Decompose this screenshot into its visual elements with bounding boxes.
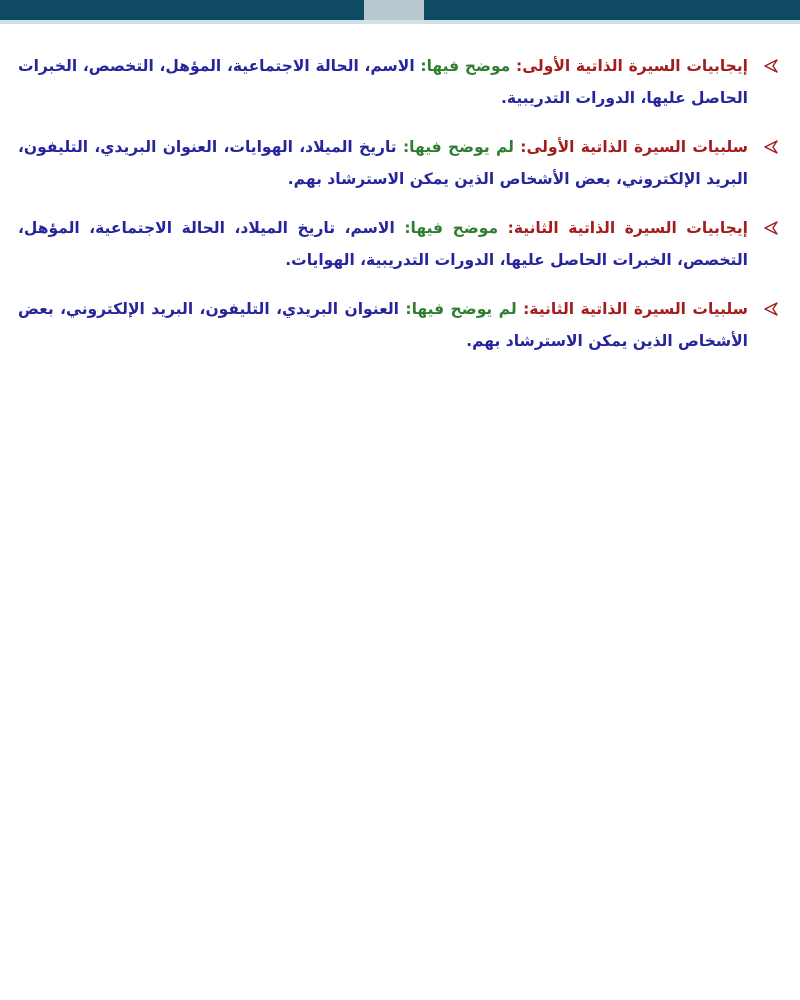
arrow-bullet-icon <box>764 59 778 73</box>
item-subheading: لم يوضح فيها: <box>405 300 517 318</box>
item-text: الاسم، الحالة الاجتماعية، المؤهل، التخصص، الخبرات الحاصل عليها، الدورات التدريبية. <box>18 57 748 107</box>
header-band <box>0 0 800 20</box>
item-text: العنوان البريدي، التليفون، البريد الإلكتروني، بعض الأشخاص الذين يمكن الاسترشاد بهم. <box>18 300 748 350</box>
list-item <box>18 293 778 357</box>
cv-evaluation-list <box>18 50 778 374</box>
item-text: الاسم، تاريخ الميلاد، الحالة الاجتماعية، المؤهل، التخصص، الخبرات الحاصل عليها، الدورات التدريبية، الهوايات. <box>18 219 748 269</box>
item-subheading: موضح فيها: <box>404 219 499 237</box>
header-divider <box>0 20 800 24</box>
item-heading: إيجابيات السيرة الذاتية الأولى: <box>516 57 748 75</box>
list-item <box>18 212 778 276</box>
item-heading: إيجابيات السيرة الذاتية الثانية: <box>507 219 748 237</box>
arrow-bullet-icon <box>764 302 778 316</box>
arrow-bullet-icon <box>764 221 778 235</box>
item-heading: سلبيات السيرة الذاتية الثانية: <box>523 300 748 318</box>
item-heading: سلبيات السيرة الذاتية الأولى: <box>520 138 748 156</box>
item-text: تاريخ الميلاد، الهوايات، العنوان البريدي، التليفون، البريد الإلكتروني، بعض الأشخاص الذين يمكن الاسترشاد بهم. <box>18 138 748 188</box>
list-item <box>18 131 778 195</box>
arrow-bullet-icon <box>764 140 778 154</box>
list-item <box>18 50 778 114</box>
item-subheading: لم يوضح فيها: <box>402 138 514 156</box>
header-tab-block <box>364 0 424 20</box>
item-subheading: موضح فيها: <box>420 57 511 75</box>
